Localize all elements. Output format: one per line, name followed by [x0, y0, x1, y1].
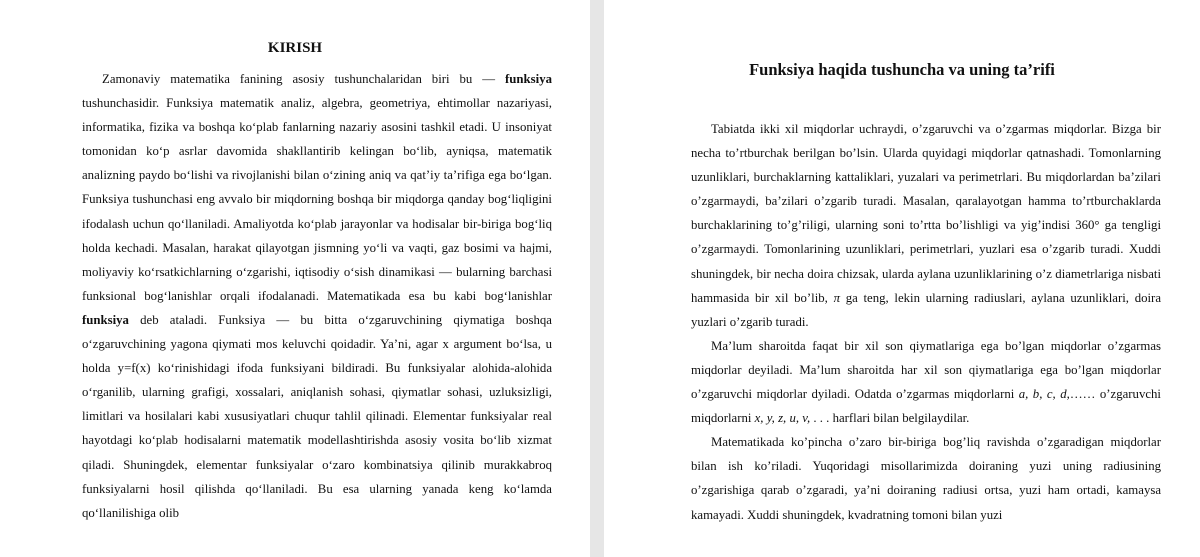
- text-run: . . . harflari bilan belgilaydilar.: [810, 411, 970, 426]
- text-run: π: [833, 290, 840, 305]
- page-gutter: [590, 0, 604, 557]
- left-page: [0, 0, 590, 557]
- right_page-paragraph: [691, 117, 1161, 334]
- left-page-body: [82, 67, 552, 525]
- left_page-paragraph: [82, 67, 552, 525]
- text-run: a, b, c, d,: [1018, 387, 1070, 402]
- text-run: ga teng, lekin ularning radiuslari, aylana uzunliklari, doira yuzlari o’zgarib turadi.: [691, 290, 1161, 329]
- text-run: tushunchasidir. Funksiya matematik analiz, algebra, geometriya, ehtimollar nazariyasi, informatika, fizika va boshqa ko‘plab fanlarning nazariy asosini tashkil etadi. U insoniyat tomonidan ko‘p asrlar davomida shakllantirib kelingan bo‘lib, ayniqsa, matematik analizning paydo bo‘lishi va rivojlanishi bilan o‘zining aniq va qat’iy ta’rifiga ega bo‘lgan. Funksiya tushunchasi eng avvalo bir miqdorning boshqa bir miqdorga qanday bog‘liqligini ifodalash uchun qo‘llaniladi. Amaliyotda ko‘plab jarayonlar va hodisalar bir-biriga bog‘liq holda kechadi. Masalan, harakat qilayotgan jismning yo‘li va vaqti, gaz bosimi va hajmi, moliyaviy ko‘rsatkichlarning o‘zgarishi, iqtisodiy o‘sish dinamikasi — bularning barchasi funksional bog‘lanishlar orqali ifodalanadi. Matematikada esa bu kabi bog‘lanishlar: [82, 96, 552, 303]
- right_page-paragraph: [691, 430, 1161, 526]
- right-page-heading: Funksiya haqida tushuncha va uning ta’rifi: [749, 60, 1055, 79]
- text-run: Zamonaviy matematika fanining asosiy tushunchalaridan biri bu —: [102, 72, 506, 86]
- text-run: …… o’zgaruvchi miqdorlarni: [691, 387, 1161, 426]
- text-run: x, y, z, u, v,: [754, 411, 811, 426]
- text-run: Ma’lum sharoitda faqat bir xil son qiymatlariga ega bo’lgan miqdorlar o’zgarmas miqdorlar deyiladi. Ma’lum sharoitda har xil son qiymatlariga ega bo’lgan miqdorlar o’zgaruvchi miqdorlar dyiladi. Odatda o’zgarmas miqdorlarni: [691, 338, 1161, 402]
- text-run: funksiya: [82, 312, 129, 327]
- text-run: Matematikada ko’pincha o’zaro bir-biriga bog’liq ravishda o’zgaradigan miqdorlar bilan ish ko’riladi. Yuqoridagi misollarimizda doiraning yuzi uning radiusining o’zgarishiga qarab o’zgaradi, ya’ni doiraning radiusi ortsa, yuzi ham ortadi, kamaysa kamayadi. Xuddi shuningdek, kvadratning tomoni bilan yuzi: [691, 435, 1161, 522]
- text-run: deb ataladi. Funksiya — bu bitta o‘zgaruvchining qiymatiga boshqa o‘zgaruvchining yagona qiymati mos keluvchi qoidadir. Ya’ni, agar x argument bo‘lsa, u holda y=f(x) ko‘rinishidagi ifoda funksiyani bildiradi. Bu funksiyalar alohida-alohida o‘rganilib, ularning grafigi, xossalari, aniqlanish sohasi, qiymatlar sohasi, uzluksizligi, limitlari va hosilalari kabi xususiyatlari chuqur tahlil qilinadi. Elementar funksiyalar real hayotdagi ko‘plab hodisalarni matematik modellashtirishda asosiy vosita bo‘lib xizmat qiladi. Shuningdek, elementar funksiyalar o‘zaro kombinatsiya qilinib murakkabroq funksiyalarni hosil qilishda qo‘llaniladi. Bu esa ularning yanada keng ko‘lamda qo‘llanilishiga olib: [82, 312, 552, 520]
- text-run: Tabiatda ikki xil miqdorlar uchraydi, o’zgaruvchi va o’zgarmas miqdorlar. Bizga bir necha to’rtburchak berilgan bo’lsin. Ularda quyidagi miqdorlar qatnashadi. Tomonlarning uzunliklari, burchaklarning kattaliklari, yuzalari va perimetrlari. Bu miqdorlardan ba’zilari o’zgarmaydi, ba’zilari o’zgarib turadi. Masalan, qaralayotgan hamma to’rtburchaklarda burchaklarining to’g’riligi, ularning soni to’rtta bo’lishligi va yig’indisi 360° ga tengligi o’zgarmaydi. Tomonlarining uzunliklari, perimetrlari, yuzlari esa o’zgarib turadi. Xuddi shuningdek, bir necha doira chizsak, ularda aylana uzunliklarining o’z diametrlariga nisbati hammasida bir xil bo’lib,: [691, 122, 1161, 305]
- right-page: [604, 0, 1200, 557]
- left-page-heading: KIRISH: [267, 40, 323, 56]
- text-run: funksiya: [505, 72, 552, 86]
- right_page-paragraph: [691, 334, 1161, 430]
- right-page-body: [691, 117, 1161, 527]
